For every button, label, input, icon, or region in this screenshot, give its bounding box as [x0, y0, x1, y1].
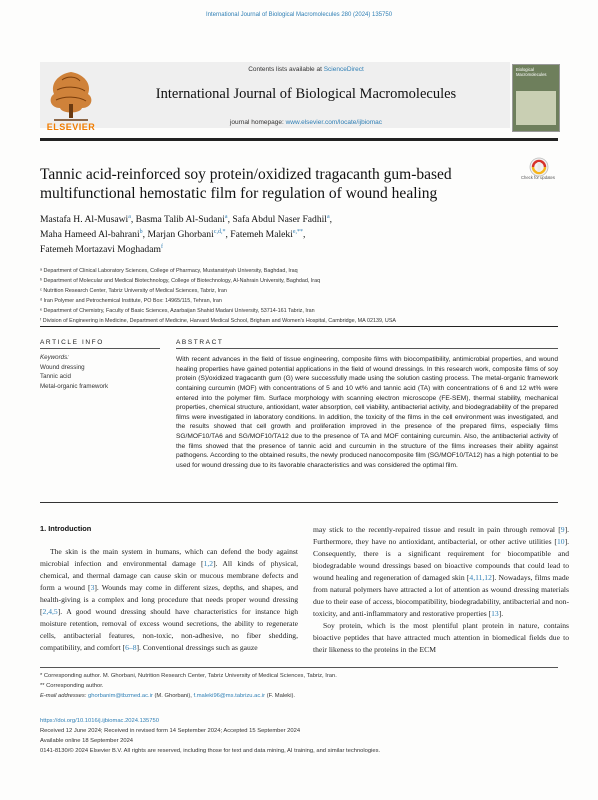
homepage-link[interactable]: www.elsevier.com/locate/ijbiomac — [285, 119, 383, 126]
received-dates: Received 12 June 2024; Received in revised form 14 September 2024; Accepted 15 September 2024 — [40, 728, 301, 735]
body-text: ]. All kinds of physical, chemical, and thermal damage can cause skin or mucous membrane defects and form a wound [ — [40, 558, 298, 592]
check-for-updates-label[interactable]: Check for updates — [521, 175, 555, 180]
affiliation-d: ᵈ Iran Polymer and Petrochemical Institute, PO Box: 14965/115, Tehran, Iran — [40, 298, 222, 304]
affiliation-c: ᶜ Nutrition Research Center, Tabriz University of Medical Sciences, Tabriz, Iran — [40, 288, 227, 294]
keyword: Wound dressing — [40, 364, 85, 371]
sciencedirect-link[interactable]: ScienceDirect — [323, 66, 364, 73]
keywords-label: Keywords: — [40, 354, 69, 361]
author-name: Maha Hameed Al-bahrani — [40, 229, 140, 241]
author-affiliation-mark: e,** — [292, 229, 304, 236]
introduction-heading: 1. Introduction — [40, 524, 92, 533]
email-link[interactable]: f.maleki96@ms.tabrizu.ac.ir — [193, 692, 266, 699]
homepage-prefix: journal homepage: — [229, 119, 286, 126]
email-owner: (F. Maleki). — [265, 692, 296, 699]
body-text: ]. Conventional dressings such as gauze — [136, 642, 258, 652]
citation-link[interactable]: 13 — [491, 608, 499, 618]
section-rule — [40, 326, 558, 327]
author[interactable] — [136, 214, 233, 225]
citation-link[interactable]: 9 — [560, 525, 565, 534]
author-list — [40, 213, 510, 258]
contents-available — [104, 66, 508, 73]
body-text: The skin is the main system in humans, which can defend the body against microbial infection and environmental damage [ — [40, 547, 298, 568]
journal-reference[interactable]: International Journal of Biological Macromolecules 280 (2024) 135750 — [205, 12, 393, 18]
author-affiliation-mark: a — [326, 214, 330, 220]
author-name: Fatemeh Mortazavi Moghadam — [40, 244, 161, 256]
email-link[interactable]: ghorbanim@tbzmed.ac.ir — [88, 692, 153, 699]
contents-prefix: Contents lists available at — [248, 66, 324, 73]
journal-homepage — [104, 119, 508, 126]
footnotes — [40, 672, 558, 702]
author-name: Fatemeh Maleki — [230, 229, 293, 241]
keyword: Tannic acid — [40, 373, 71, 381]
author-affiliation-mark: f — [160, 244, 163, 251]
copyright: 0141-8130/© 2024 Elsevier B.V. All rights are reserved, including those for text and data mining, AI training, and similar technologies. — [40, 748, 381, 755]
doi-link[interactable]: https://doi.org/10.1016/j.ijbiomac.2024.135750 — [40, 718, 159, 724]
cover-title: Biological Macromolecules — [516, 67, 547, 77]
author-name: Mastafa H. Al-Musawi — [40, 214, 129, 226]
author-separator: , — [303, 229, 306, 241]
citation-link[interactable]: 6–8 — [125, 642, 137, 652]
abstract-bottom-rule — [40, 502, 558, 503]
author-separator: , — [329, 214, 333, 226]
author[interactable] — [147, 229, 230, 240]
paragraph: Soy protein, which is the most plentiful plant protein in nature, contains bioactive peptides that have attracted much attention in biomedical fields due to their likeness to the proteins in the ECM — [313, 620, 569, 654]
author-name: Safa Abdul Naser Fadhil — [232, 214, 327, 226]
introduction-left-column — [40, 546, 298, 654]
affiliation-a: ᵃ Department of Clinical Laboratory Sciences, College of Pharmacy, Mustansiriyah University, Baghdad, Iraq — [40, 268, 298, 274]
introduction-right-column — [313, 524, 569, 656]
affiliation-f: ᶠ Division of Engineering in Medicine, Department of Medicine, Harvard Medical School, Brigham and Women's Hospital, Cambridge, MA 02139, USA — [40, 318, 397, 324]
citation-link[interactable]: 2,4,5 — [42, 606, 58, 616]
affiliations — [40, 266, 540, 326]
author[interactable] — [40, 214, 136, 225]
author[interactable] — [230, 229, 305, 240]
header-rule — [40, 138, 558, 141]
abstract-text: With recent advances in the field of tissue engineering, composite films with biocompatibility, antimicrobial properties, and wound healing properties have gained potential applications in the field of wound dressings. In this research work, composite films of soy protein (S)/oxidized tragacanth gum (G) were successfully made using the solution casting process. The metal-organic framework containing curcumin (MOF) with concentrations of 5 and 10 wt% and tannic acid (TA) with concentrations of 6 and 12 wt% were entered into the polymer film. Surface morphology with scanning electron microscope (FE-SEM), thermal stability, mechanical properties, chemical structure, antioxidant, water absorption, cell viability, antibacterial activity, and biodegradability of the prepared films were investigated in laboratory conditions. In addition, the toxicity of the films in the cell environment was investigated, and the results showed that cell growth and proliferation improved in the presence of the prepared films, especially films SG/MOF10/TA6 and SG/MOF10/TA12 due to the presence of TA and MOF containing curcumin. Also, the antibacterial activity of the films showed that the presence of tannic acid and curcumin in the structure of the films increases their ability against pathogens. According to the obtained results, the newly produced nanocomposite film (SG/MOF10/TA12) has a high potential to be used for wound dressing due to its favorable characteristics and was considered the optimal film. — [176, 356, 558, 469]
citation-link[interactable]: 3 — [90, 582, 95, 592]
author-name: Marjan Ghorbani — [147, 229, 214, 241]
citation-link[interactable]: 1,2 — [203, 558, 214, 568]
article-title: Tannic acid-reinforced soy protein/oxidized tragacanth gum-based multifunctional hemostatic film for regulation of wound healing — [40, 166, 452, 202]
author-separator: , — [227, 214, 233, 226]
citation-link[interactable]: 10 — [556, 536, 565, 546]
publication-info — [40, 716, 558, 757]
corresponding-author-1: * Corresponding author. M. Ghorbani, Nutrition Research Center, Tabriz University of Medical Sciences, Tabriz, Iran. — [40, 673, 337, 679]
citation-link[interactable]: 4,11,12 — [469, 572, 492, 582]
author-separator: , — [142, 229, 148, 241]
footnote-rule — [40, 667, 558, 668]
cover-artwork — [516, 91, 556, 125]
article-info-rule — [40, 348, 160, 349]
available-online: Available online 18 September 2024 — [40, 738, 134, 745]
body-text: ]. — [498, 608, 504, 618]
author[interactable] — [232, 214, 332, 225]
elsevier-tree-logo — [40, 66, 102, 124]
email-owner: (M. Ghorbani), — [152, 692, 194, 699]
email-label: E-mail addresses: — [40, 692, 89, 699]
affiliation-b: ᵇ Department of Molecular and Medical Biotechnology, College of Biotechnology, Al-Nahrain University, Baghdad, Iraq — [40, 278, 321, 284]
author-affiliation-mark: c,d,* — [213, 229, 226, 236]
author-affiliation-mark: a — [224, 214, 228, 220]
article-info-heading: ARTICLE INFO — [40, 339, 104, 346]
abstract-heading: ABSTRACT — [176, 339, 224, 346]
abstract-rule — [176, 348, 558, 349]
journal-title: International Journal of Biological Macromolecules — [155, 86, 457, 102]
body-text: ]. Wounds may come in different sizes, depths, and shapes, and health-giving is a complex and long procedure that needs proper wound dressing [ — [40, 582, 298, 616]
author-separator: , — [130, 214, 136, 226]
email-addresses — [40, 692, 558, 702]
author-separator: , — [225, 229, 231, 241]
body-text: ]. A good wound dressing should have characteristics for instance high moisture retention, removal of excess wound secretions, the ability to regenerate cells, antibacterial features, non-toxic, non-adhesive, no fiber shedding, compatibility, and comfort [ — [40, 606, 298, 652]
journal-cover-thumbnail[interactable] — [512, 64, 560, 132]
author[interactable] — [40, 244, 163, 255]
body-text: ]. Nowadays, films made from natural polymers have attracted a lot of attention as wound dressing materials due to their ease of access, biocompatibility, biodegradability, antibacterial and non-toxicity, and anti-inflammatory and restorative properties [ — [313, 572, 569, 618]
author-affiliation-mark: a — [128, 214, 131, 220]
keyword: Metal-organic framework — [40, 382, 109, 390]
publisher-name: ELSEVIER — [46, 122, 96, 132]
author[interactable] — [40, 229, 147, 240]
paragraph — [313, 524, 569, 620]
body-text: ]. Furthermore, they have no antioxidant, antibacterial, or other active utilities [ — [313, 525, 569, 546]
affiliation-e: ᵉ Department of Chemistry, Faculty of Basic Sciences, Azarbaijan Shahid Madani University, 53714-161 Tabriz, Iran — [40, 308, 315, 314]
check-for-updates-icon[interactable] — [522, 156, 556, 190]
author-affiliation-mark: b — [139, 229, 143, 236]
author-name: Basma Talib Al-Sudani — [135, 214, 225, 226]
corresponding-author-2: ** Corresponding author. — [40, 682, 104, 689]
keywords-list — [40, 363, 108, 391]
body-text: ]. Consequently, there is a significant requirement for biocompatible and biodegradable wound dressings based on bioactive compounds that could lead to wound healing and regeneration of damaged skin [ — [313, 536, 569, 582]
body-text: may stick to the recently-repaired tissue and result in pain through removal [ — [313, 525, 561, 534]
